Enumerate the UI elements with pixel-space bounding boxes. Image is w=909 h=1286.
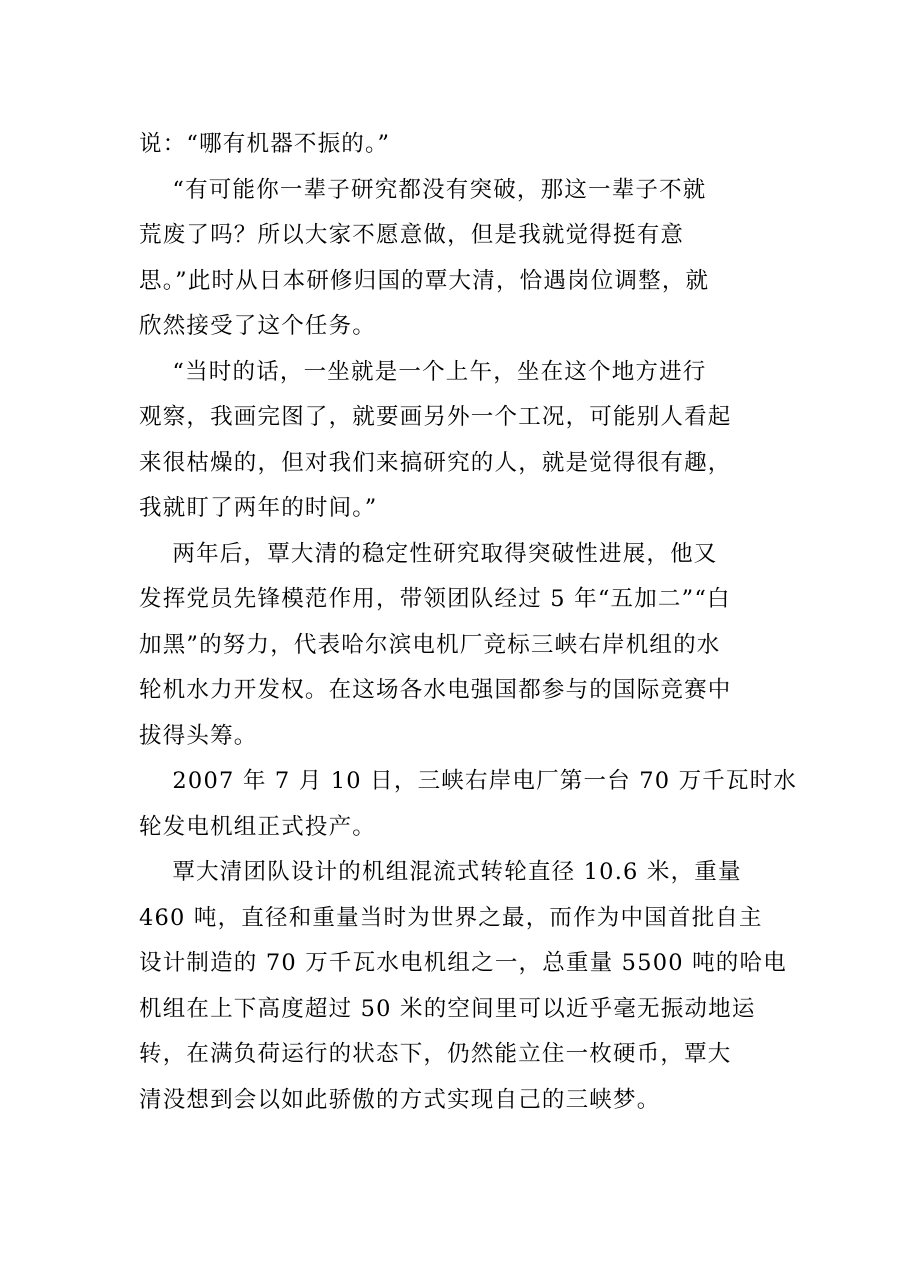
article-body [139,122,798,1123]
text-line: 覃大清团队设计的机组混流式转轮直径 10.6 米，重量 [139,859,742,885]
text-line: “有可能你一辈子研究都没有突破，那这一辈子不就 [139,176,707,203]
text-line: 思。”此时从日本研修归国的覃大清，恰遇岗位调整，就 [139,267,710,294]
text-line: 2007 年 7 月 10 日，三峡右岸电厂第一台 70 万千瓦时水 [139,768,798,794]
text-line: 发挥党员先锋模范作用，带领团队经过 5 年“五加二”“白 [139,586,731,612]
text-line: 转，在满负荷运行的状态下，仍然能立住一枚硬币，覃大 [139,1041,732,1067]
text-line: 欣然接受了这个任务。 [139,313,377,339]
text-line: 加黑”的努力，代表哈尔滨电机厂竞标三峡右岸机组的水 [139,631,721,658]
text-line: 荒废了吗？所以大家不愿意做，但是我就觉得挺有意 [139,222,685,248]
text-line: 来很枯燥的，但对我们来搞研究的人，就是觉得很有趣， [139,449,732,476]
text-line: 我就盯了两年的时间。” [139,495,378,521]
text-line: 460 吨，直径和重量当时为世界之最，而作为中国首批自主 [139,904,763,931]
text-line: 机组在上下高度超过 50 米的空间里可以近乎毫无振动地运 [139,995,756,1022]
text-line: 拔得头筹。 [139,722,258,749]
text-line: “当时的话，一坐就是一个上午，坐在这个地方进行 [139,358,707,385]
text-line: 清没想到会以如此骄傲的方式实现自己的三峡梦。 [139,1086,661,1113]
text-line: 轮发电机组正式投产。 [139,813,377,840]
text-line: 观察，我画完图了，就要画另外一个工况，可能别人看起 [139,404,732,430]
text-line: 设计制造的 70 万千瓦水电机组之一，总重量 5500 吨的哈电 [139,950,787,976]
text-line: 轮机水力开发权。在这场各水电强国都参与的国际竞赛中 [139,677,732,703]
text-line: 两年后，覃大清的稳定性研究取得突破性进展，他又 [139,540,718,567]
text-line: 说：“哪有机器不振的。” [139,131,391,157]
